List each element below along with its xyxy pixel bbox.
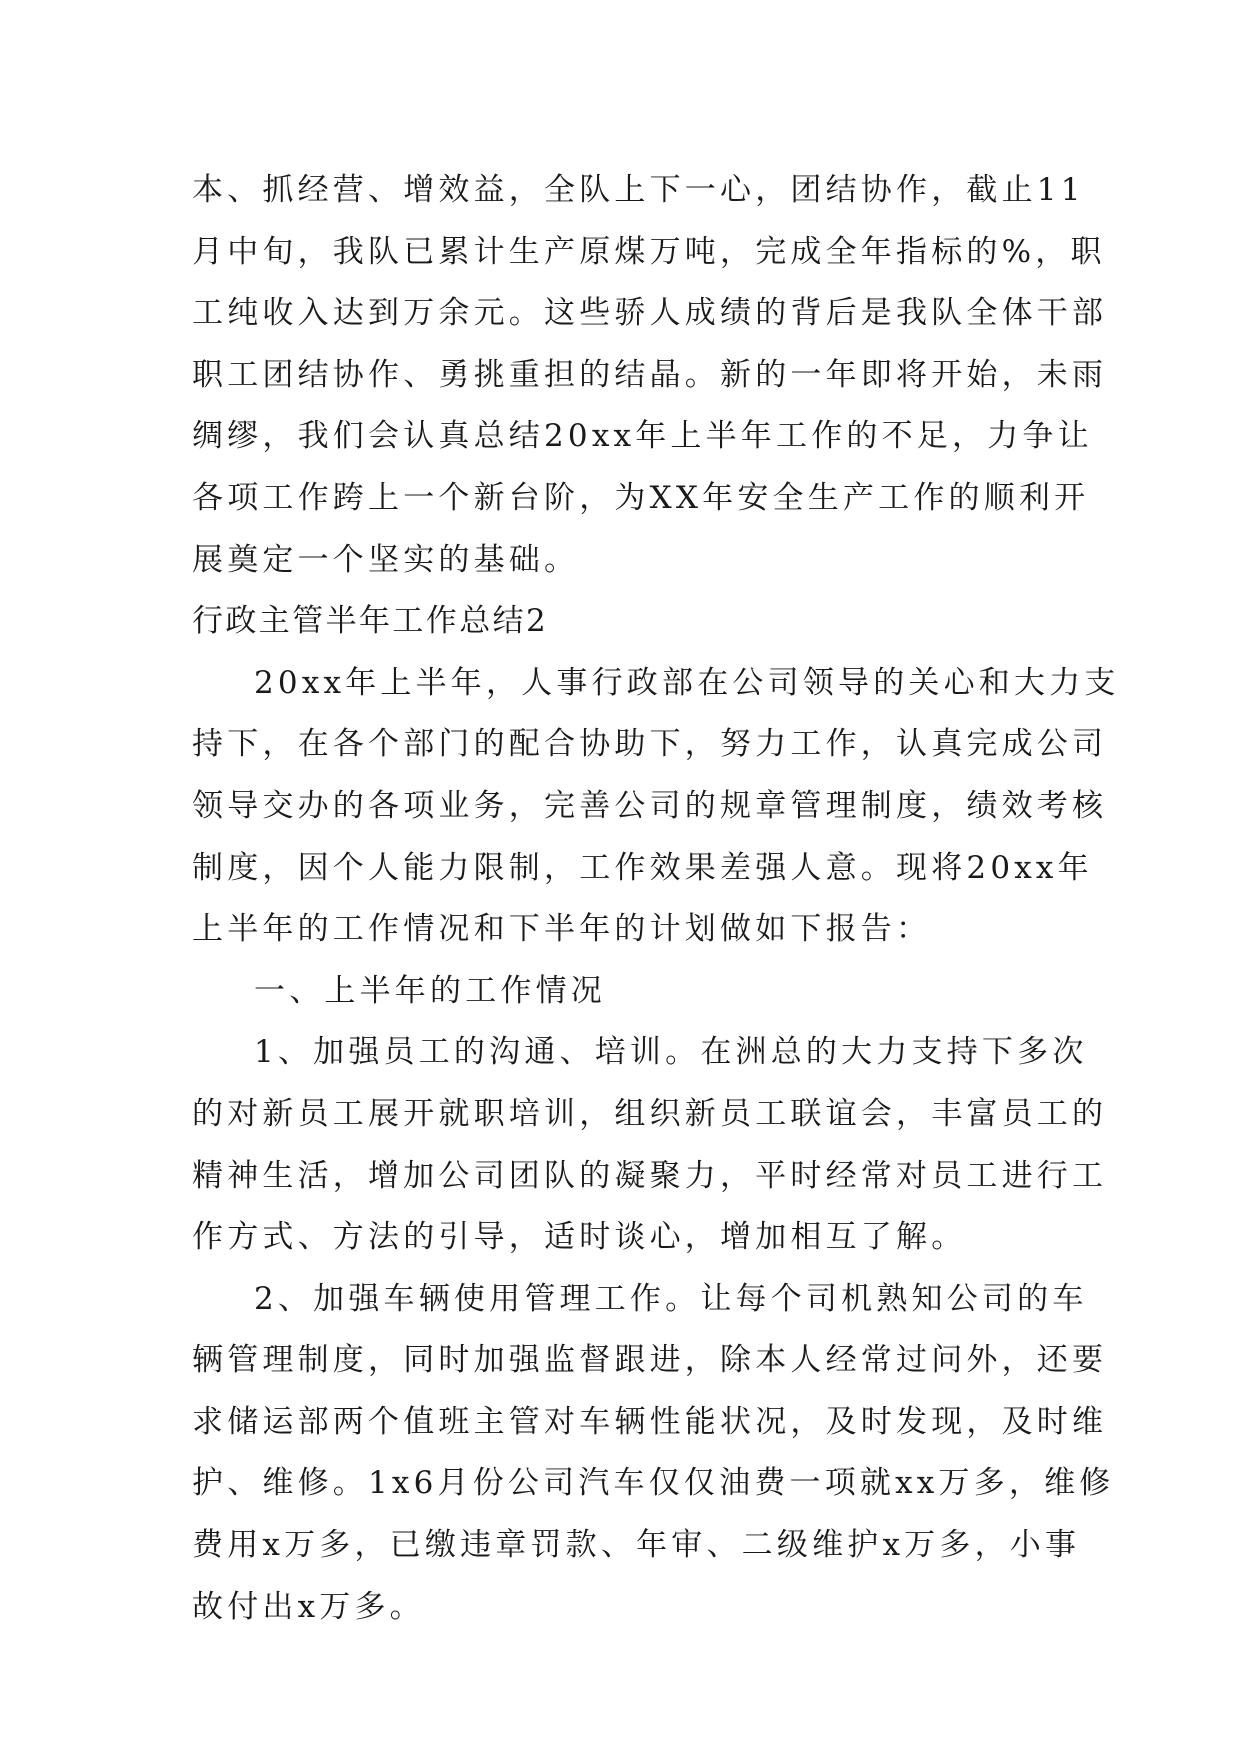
paragraph-line: 领导交办的各项业务，完善公司的规章管理制度，绩效考核 <box>192 787 1108 824</box>
paragraph-line: 各项工作跨上一个新台阶，为XX年安全生产工作的顺利开 <box>192 479 1090 516</box>
paragraph-line: 作方式、方法的引导，适时谈心，增加相互了解。 <box>192 1219 967 1256</box>
paragraph-line: 工纯收入达到万余元。这些骄人成绩的背后是我队全体干部 <box>192 295 1108 332</box>
paragraph-line: 持下，在各个部门的配合协助下，努力工作，认真完成公司 <box>192 726 1108 763</box>
paragraph-line: 精神生活，增加公司团队的凝聚力，平时经常对员工进行工 <box>192 1157 1108 1194</box>
paragraph-line: 20xx年上半年，人事行政部在公司领导的关心和大力支 <box>254 664 1120 701</box>
paragraph-line: 辆管理制度，同时加强监督跟进，除本人经常过问外，还要 <box>192 1342 1108 1379</box>
paragraph-line: 职工团结协作、勇挑重担的结晶。新的一年即将开始，未雨 <box>192 356 1108 393</box>
subheading: 一、上半年的工作情况 <box>254 972 606 1009</box>
paragraph-line: 2、加强车辆使用管理工作。让每个司机熟知公司的车 <box>254 1280 1088 1317</box>
paragraph-line: 展奠定一个坚实的基础。 <box>192 541 580 578</box>
document-body <box>192 160 1120 1638</box>
paragraph-line: 1、加强员工的沟通、培训。在洲总的大力支持下多次 <box>254 1034 1088 1071</box>
paragraph-line: 月中旬，我队已累计生产原煤万吨，完成全年指标的%，职 <box>192 233 1106 270</box>
paragraph-line: 绸缪，我们会认真总结20xx年上半年工作的不足，力争让 <box>192 418 1093 455</box>
paragraph-line: 的对新员工展开就职培训，组织新员工联谊会，丰富员工的 <box>192 1095 1108 1132</box>
paragraph-line: 费用x万多，已缴违章罚款、年审、二级维护x万多，小事 <box>192 1527 1081 1564</box>
paragraph-line: 求储运部两个值班主管对车辆性能状况，及时发现，及时维 <box>192 1403 1108 1440</box>
paragraph-line: 本、抓经营、增效益，全队上下一心，团结协作，截止11 <box>192 172 1085 208</box>
paragraph-line: 护、维修。1x6月份公司汽车仅仅油费一项就xx万多，维修 <box>192 1465 1115 1502</box>
paragraph-line: 故付出x万多。 <box>192 1588 425 1625</box>
paragraph-line: 制度，因个人能力限制，工作效果差强人意。现将20xx年 <box>192 849 1093 886</box>
paragraph-line: 上半年的工作情况和下半年的计划做如下报告： <box>192 911 932 948</box>
section-title: 行政主管半年工作总结2 <box>192 603 549 640</box>
